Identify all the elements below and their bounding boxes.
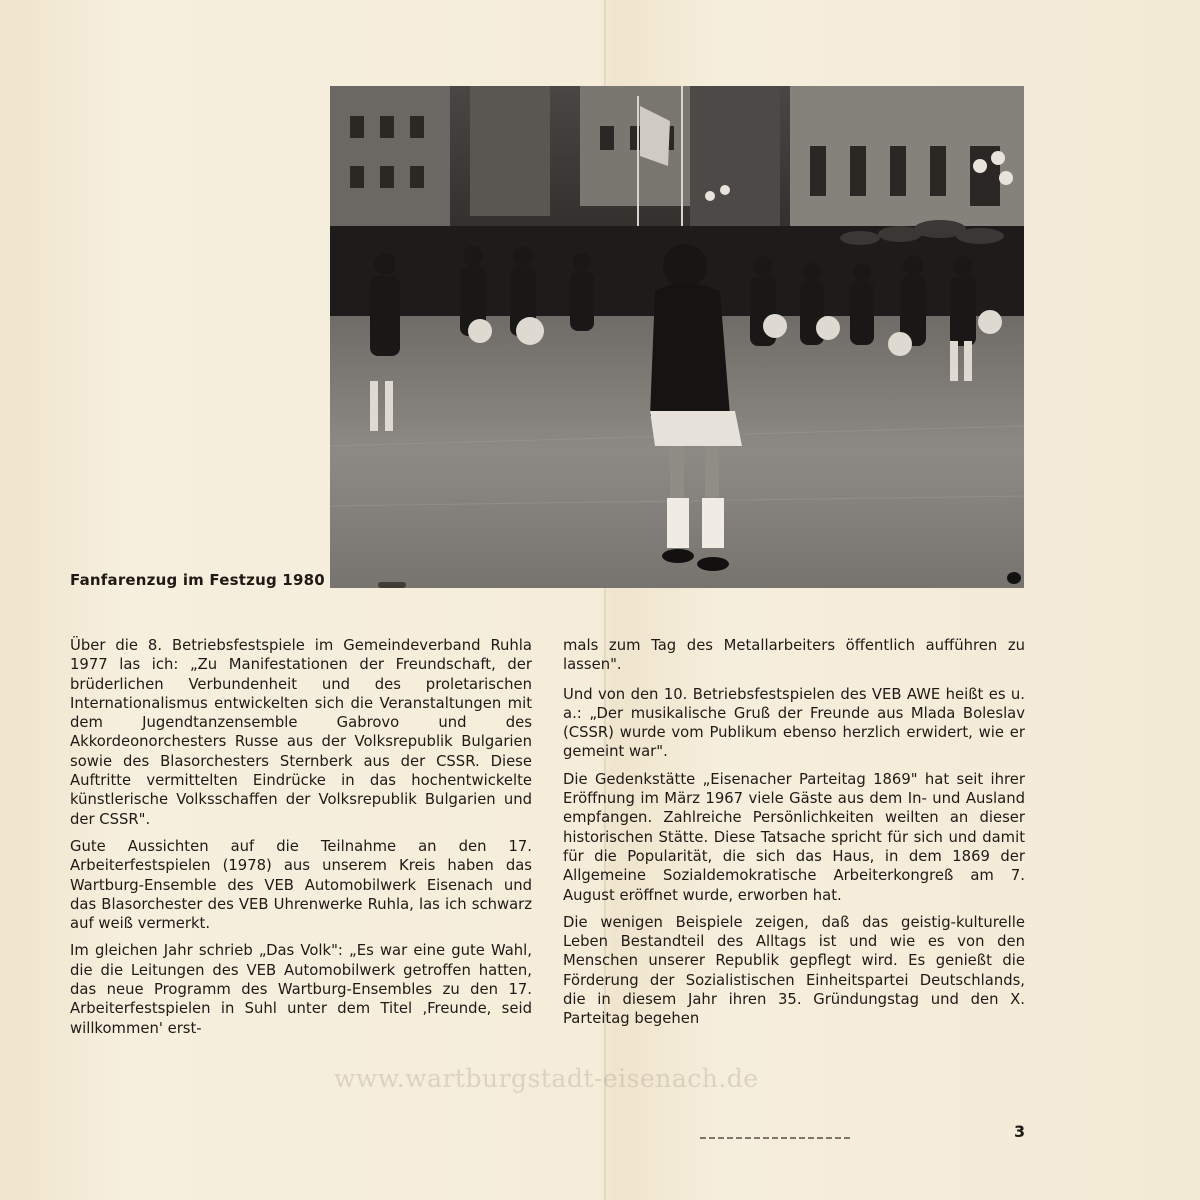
ink-smudge [378,582,406,588]
page-number: 3 [1014,1122,1026,1141]
parade-photo-image [330,86,1024,588]
text-column-right [563,636,1025,1037]
photo-caption: Fanfarenzug im Festzug 1980 [70,571,325,589]
paragraph: mals zum Tag des Metallarbeiters öffentlich aufführen zu lassen". [563,637,1025,674]
paragraph: Über die 8. Betriebsfestspiele im Gemeindeverband Ruhla 1977 las ich: „Zu Manifestationen der Freundschaft, der brüderlichen Verbundenheit und des proletarischen Internationalismus entwickelten sich die Veranstaltungen mit dem Jugendtanzensemble Gabrovo und des Akkordeonorchesters Russe aus der Volksrepublik Bulgarien sowie des Blasorchesters Sternberk aus der CSSR. Diese Auftritte vermittelten Eindrücke in das hochentwickelte künstlerische Volksschaffen der Volksrepublik Bulgarien und der CSSR". [70,637,532,828]
watermark-text: www.wartburgstadt-eisenach.de [334,1064,759,1093]
paragraph: Im gleichen Jahr schrieb „Das Volk": „Es war eine gute Wahl, die die Leitungen des VEB Automobilwerk getroffen hatten, das neue Programm des Wartburg-Ensembles zu den 17. Arbeiterfestspielen in Suhl unter dem Titel ‚Freunde, seid willkommen' erst- [70,942,532,1037]
text-column-left [70,636,532,1046]
paragraph: Die Gedenkstätte „Eisenacher Parteitag 1869" hat seit ihrer Eröffnung im März 1967 viele Gäste aus dem In- und Ausland empfangen. Zahlreiche Persönlichkeiten weilten an dieser historischen Stätte. Diese Tatsache spricht für sich und damit für die Popularität, die sich das Haus, in dem 1869 der Allgemeine Sozialdemokratische Arbeiterkongreß am 7. August eröffnet wurde, erworben hat. [563,770,1025,904]
footer-rule [700,1137,852,1139]
paragraph: Und von den 10. Betriebsfestspielen des VEB AWE heißt es u. a.: „Der musikalische Gruß der Freunde aus Mlada Boleslav (CSSR) wurde vom Publikum ebenso herzlich erwidert, wie er gemeint war". [563,685,1025,761]
paragraph: Die wenigen Beispiele zeigen, daß das geistig-kulturelle Leben Bestandteil des Alltags ist und wie es von den Menschen unserer Republik gepflegt wird. Es genießt die Förderung der Sozialistischen Einheitspartei Deutschlands, die in diesem Jahr ihren 35. Gründungstag und den X. Parteitag begehen [563,913,1025,1028]
parade-photo [330,86,1024,588]
paragraph: Gute Aussichten auf die Teilnahme an den 17. Arbeiterfestspielen (1978) aus unserem Kreis haben das Wartburg-Ensemble des VEB Automobilwerk Eisenach und das Blasorchester des VEB Uhrenwerke Ruhla, las ich schwarz auf weiß vermerkt. [70,837,532,933]
